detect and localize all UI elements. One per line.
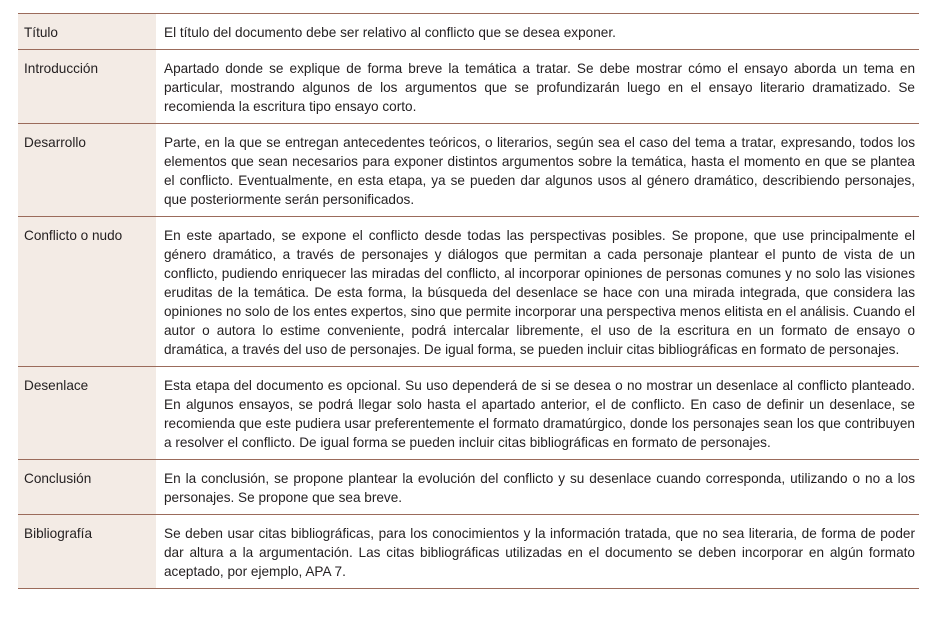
essay-structure-table <box>18 13 919 589</box>
section-description: Parte, en la que se entregan antecedentes teóricos, o literarios, según sea el caso del tema a tratar, expresando, todos los elementos que sean necesarios para exponer distintos argumentos sobre la temática, hasta el momento en que se plantea el conflicto. Eventualmente, en esta etapa, ya se pueden dar algunos usos al género dramático, describiendo personajes, que posteriormente serán personificados. <box>164 135 915 207</box>
section-label: Introducción <box>18 50 156 124</box>
table-row <box>18 367 919 460</box>
section-label: Desarrollo <box>18 124 156 217</box>
section-label: Título <box>18 14 156 50</box>
section-description: Se deben usar citas bibliográficas, para los conocimientos y la información tratada, que no sea literaria, de forma de poder dar altura a la argumentación. Las citas bibliográficas utilizadas en el documento se deben incorporar en algún formato aceptado, por ejemplo, APA 7. <box>164 526 915 579</box>
table-row <box>18 460 919 515</box>
table-row <box>18 50 919 124</box>
section-description: En este apartado, se expone el conflicto desde todas las perspectivas posibles. Se propone, que use principalmente el género dramático, a través de personajes y diálogos que permitan a cada personaje plantear el punto de vista de un conflicto, pudiendo enriquecer las miradas del conflicto, al incorporar opiniones de personas comunes y no solo las visiones eruditas de la temática. De esta forma, la búsqueda del desenlace se hace con una mirada integrada, que considera las opiniones no solo de los entes expertos, sino que permite incorporar una perspectiva menos elitista en el análisis. Cuando el autor o autora lo estime conveniente, podrá intercalar libremente, el uso de la escritura en un formato de ensayo o dramática, a través del uso de personajes. De igual forma, se pueden incluir citas bibliográficas en formato de personajes. <box>164 228 915 357</box>
table-row <box>18 515 919 589</box>
section-description: En la conclusión, se propone plantear la evolución del conflicto y su desenlace cuando corresponda, utilizando o no a los personajes. Se propone que sea breve. <box>164 471 915 505</box>
section-description: Esta etapa del documento es opcional. Su uso dependerá de si se desea o no mostrar un desenlace al conflicto planteado. En algunos ensayos, se podrá llegar solo hasta el apartado anterior, el de conflicto. En caso de definir un desenlace, se recomienda que este pudiera usar preferentemente el formato dramatúrgico, donde los personajes sean los que contribuyen a resolver el conflicto. De igual forma se pueden incluir citas bibliográficas en formato de personajes. <box>164 378 915 450</box>
section-label: Conclusión <box>18 460 156 515</box>
table-row <box>18 14 919 50</box>
section-label: Desenlace <box>18 367 156 460</box>
table-row <box>18 124 919 217</box>
section-description: Apartado donde se explique de forma breve la temática a tratar. Se debe mostrar cómo el ensayo aborda un tema en particular, mostrando algunos de los argumentos que se profundizarán luego en el ensayo literario dramatizado. Se recomienda la escritura tipo ensayo corto. <box>164 61 915 114</box>
section-label: Conflicto o nudo <box>18 217 156 367</box>
section-label: Bibliografía <box>18 515 156 589</box>
table-row <box>18 217 919 367</box>
section-description: El título del documento debe ser relativo al conflicto que se desea exponer. <box>164 25 616 40</box>
